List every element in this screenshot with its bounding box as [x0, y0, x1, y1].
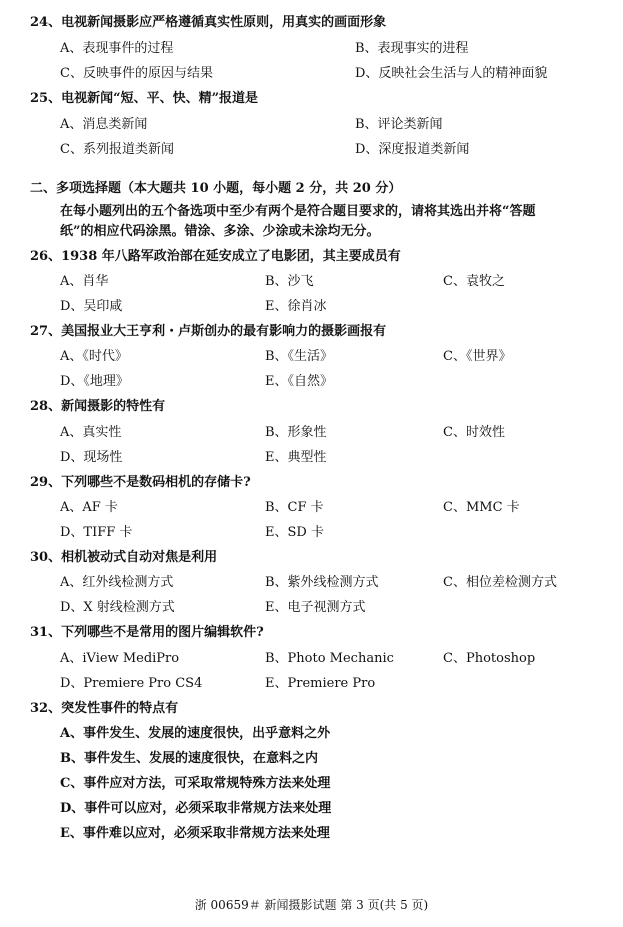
question-32-option-a: A、事件发生、发展的速度很快，出乎意料之外	[60, 726, 331, 741]
question-27-option-e: E、《自然》	[265, 374, 333, 389]
question-32-option-c: C、事件应对方法，可采取常规特殊方法来处理	[60, 776, 331, 791]
question-25-option-a: A、消息类新闻	[60, 117, 148, 132]
section-2-title: 二、多项选择题（本大题共 10 小题，每小题 2 分，共 20 分）	[30, 181, 402, 196]
question-29-stem: 29、下列哪些不是数码相机的存储卡?	[30, 475, 251, 490]
question-28-option-d: D、现场性	[60, 450, 123, 465]
question-26-stem: 26、1938 年八路军政治部在延安成立了电影团，其主要成员有	[30, 249, 401, 264]
question-26-option-a: A、肖华	[60, 274, 109, 289]
question-31-option-a: A、iView MediPro	[60, 651, 180, 666]
question-28-option-c: C、时效性	[443, 425, 505, 440]
question-32-option-d: D、事件可以应对，必须采取非常规方法来处理	[60, 801, 332, 816]
question-25-option-c: C、系列报道类新闻	[60, 142, 174, 157]
question-29-option-e: E、SD 卡	[265, 525, 324, 540]
question-29-option-b: B、CF 卡	[265, 500, 324, 515]
question-28-option-b: B、形象性	[265, 425, 327, 440]
question-24-option-c: C、反映事件的原因与结果	[60, 66, 213, 81]
question-31-option-e: E、Premiere Pro	[265, 676, 376, 691]
question-31-stem: 31、下列哪些不是常用的图片编辑软件?	[30, 625, 264, 640]
question-27-option-a: A、《时代》	[60, 349, 128, 364]
question-31-option-c: C、Photoshop	[443, 651, 536, 666]
question-27-option-b: B、《生活》	[265, 349, 334, 364]
question-31-option-b: B、Photo Mechanic	[265, 651, 394, 666]
question-32-option-e: E、事件难以应对，必须采取非常规方法来处理	[60, 826, 330, 841]
question-27-option-c: C、《世界》	[443, 349, 512, 364]
question-30-option-b: B、紫外线检测方式	[265, 575, 379, 590]
question-31-option-d: D、Premiere Pro CS4	[60, 676, 203, 691]
question-26-option-c: C、袁牧之	[443, 274, 505, 289]
question-27-stem: 27、美国报业大王亨利・卢斯创办的最有影响力的摄影画报有	[30, 324, 387, 339]
question-28-option-e: E、典型性	[265, 450, 327, 465]
question-26-option-d: D、吴印咸	[60, 299, 123, 314]
question-30-option-a: A、红外线检测方式	[60, 575, 174, 590]
question-24-stem: 24、电视新闻摄影应严格遵循真实性原则，用真实的画面形象	[30, 15, 387, 30]
question-32-stem: 32、突发性事件的特点有	[30, 701, 179, 716]
page-footer: 浙 00659＃ 新闻摄影试题 第 3 页(共 5 页)	[194, 898, 429, 912]
question-25-option-b: B、评论类新闻	[355, 117, 443, 132]
section-2-instruction-line-1: 在每小题列出的五个备选项中至少有两个是符合题目要求的，请将其选出并将“答题	[60, 204, 536, 219]
question-27-option-d: D、《地理》	[60, 374, 129, 389]
question-30-stem: 30、相机被动式自动对焦是利用	[30, 550, 218, 565]
question-30-option-d: D、X 射线检测方式	[60, 600, 175, 615]
question-26-option-b: B、沙飞	[265, 274, 314, 289]
question-24-option-b: B、表现事实的进程	[355, 41, 469, 56]
question-24-option-a: A、表现事件的过程	[60, 41, 174, 56]
question-29-option-a: A、AF 卡	[60, 500, 118, 515]
question-25-stem: 25、电视新闻“短、平、快、精”报道是	[30, 91, 259, 106]
question-30-option-c: C、相位差检测方式	[443, 575, 557, 590]
question-28-stem: 28、新闻摄影的特性有	[30, 399, 166, 414]
question-26-option-e: E、徐肖冰	[265, 299, 327, 314]
question-30-option-e: E、电子视测方式	[265, 600, 366, 615]
question-29-option-d: D、TIFF 卡	[60, 525, 133, 540]
question-25-option-d: D、深度报道类新闻	[355, 142, 470, 157]
section-2-instruction-line-2: 纸”的相应代码涂黑。错涂、多涂、少涂或未涂均无分。	[60, 224, 380, 239]
question-29-option-c: C、MMC 卡	[443, 500, 520, 515]
question-28-option-a: A、真实性	[60, 425, 122, 440]
question-24-option-d: D、反映社会生活与人的精神面貌	[355, 66, 548, 81]
question-32-option-b: B、事件发生、发展的速度很快，在意料之内	[60, 751, 318, 766]
